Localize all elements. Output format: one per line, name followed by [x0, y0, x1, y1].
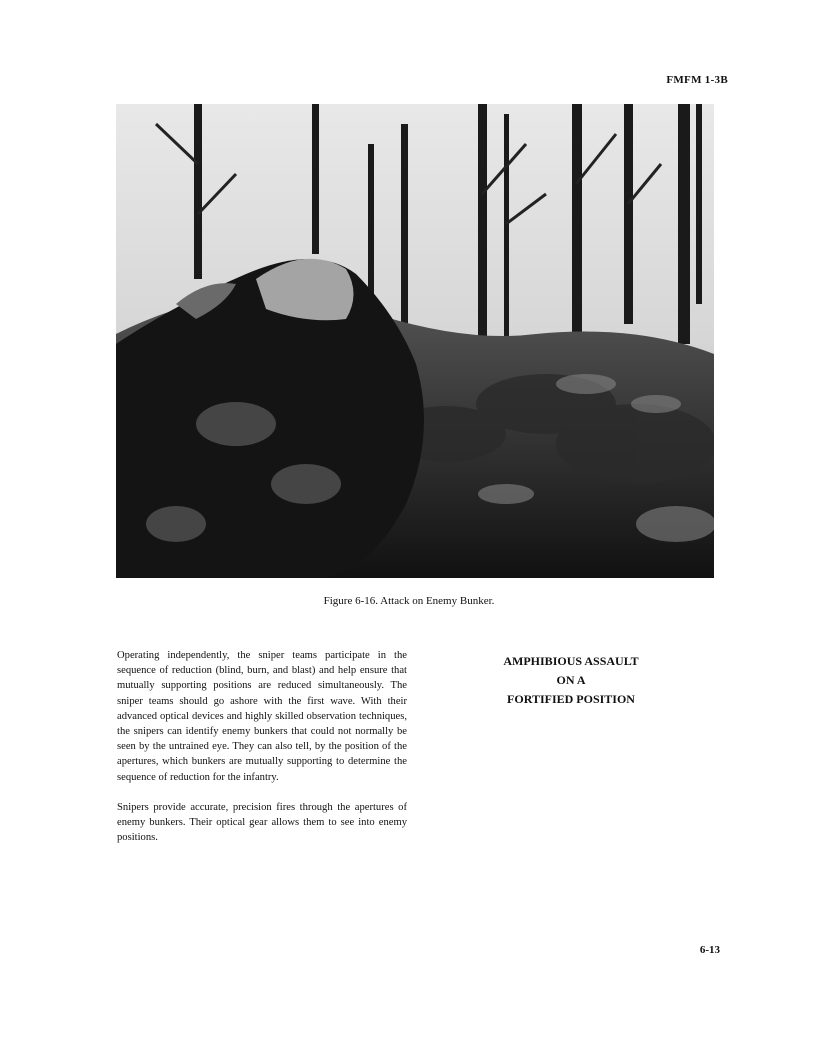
body-paragraph: Operating independently, the sniper teams participate in the sequence of reduction (blind, burn, and blast) and help ensure that mutually supporting positions are reduced simultaneously. The sniper teams should go ashore with the first wave. With their advanced optical devices and highly skilled observation techniques, the snipers can identify enemy bunkers that could not normally be seen by the untrained eye. They can also tell, by the position of the apertures, which bunkers are mutually supporting to determine the sequence of reduction for the infantry. [117, 650, 407, 783]
page-number: 6-13 [699, 944, 720, 956]
bunker-attack-photo [116, 104, 714, 578]
section-side-heading [486, 652, 656, 709]
figure-caption: Figure 6-16. Attack on Enemy Bunker. [323, 595, 495, 607]
body-text-column [117, 648, 407, 860]
document-id-header: FMFM 1-3B [666, 74, 728, 86]
side-heading-line: ON A [556, 673, 586, 687]
side-heading-line: AMPHIBIOUS ASSAULT [503, 654, 639, 668]
body-paragraph: Snipers provide accurate, precision fires through the apertures of enemy bunkers. Their optical gear allows them to see into enemy positions. [117, 801, 407, 844]
side-heading-line: FORTIFIED POSITION [507, 692, 635, 706]
